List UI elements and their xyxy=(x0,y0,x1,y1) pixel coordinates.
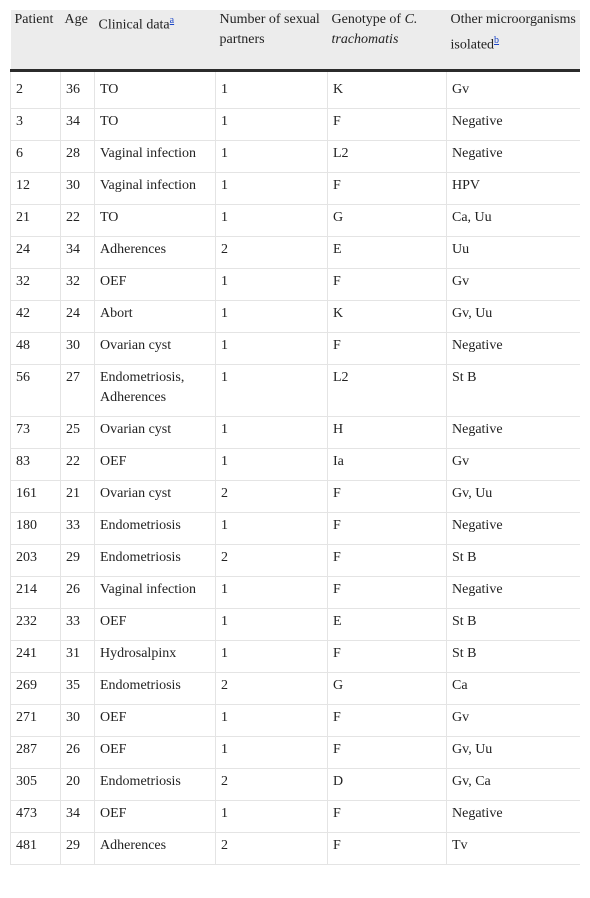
cell-age: 29 xyxy=(61,833,95,865)
cell-clinical: TO xyxy=(95,205,216,237)
cell-patient: 73 xyxy=(11,417,61,449)
cell-genotype: F xyxy=(328,705,447,737)
table-row xyxy=(11,609,581,641)
cell-partners: 1 xyxy=(216,705,328,737)
table-row xyxy=(11,109,581,141)
table-row xyxy=(11,801,581,833)
cell-clinical: Endometriosis xyxy=(95,545,216,577)
cell-partners: 1 xyxy=(216,365,328,417)
cell-age: 26 xyxy=(61,577,95,609)
cell-genotype: F xyxy=(328,481,447,513)
cell-genotype: F xyxy=(328,333,447,365)
cell-genotype: F xyxy=(328,109,447,141)
cell-genotype: Ia xyxy=(328,449,447,481)
cell-clinical: Endometriosis xyxy=(95,769,216,801)
cell-other: Gv, Ca xyxy=(447,769,581,801)
cell-genotype: H xyxy=(328,417,447,449)
cell-patient: 161 xyxy=(11,481,61,513)
cell-age: 34 xyxy=(61,109,95,141)
cell-age: 26 xyxy=(61,737,95,769)
cell-genotype: F xyxy=(328,737,447,769)
cell-patient: 6 xyxy=(11,141,61,173)
cell-partners: 1 xyxy=(216,417,328,449)
cell-partners: 1 xyxy=(216,513,328,545)
cell-other: Negative xyxy=(447,333,581,365)
cell-clinical: OEF xyxy=(95,705,216,737)
cell-patient: 48 xyxy=(11,333,61,365)
table-row xyxy=(11,577,581,609)
table-row xyxy=(11,173,581,205)
cell-patient: 2 xyxy=(11,71,61,109)
table-row xyxy=(11,71,581,109)
cell-other: Negative xyxy=(447,109,581,141)
cell-other: Negative xyxy=(447,577,581,609)
cell-other: Gv xyxy=(447,71,581,109)
cell-other: Gv, Uu xyxy=(447,481,581,513)
cell-partners: 2 xyxy=(216,545,328,577)
cell-genotype: L2 xyxy=(328,141,447,173)
cell-other: Gv xyxy=(447,449,581,481)
cell-patient: 232 xyxy=(11,609,61,641)
footnote-b-link[interactable]: b xyxy=(494,35,500,46)
cell-age: 32 xyxy=(61,269,95,301)
cell-patient: 21 xyxy=(11,205,61,237)
cell-partners: 1 xyxy=(216,173,328,205)
cell-other: Uu xyxy=(447,237,581,269)
table-row xyxy=(11,737,581,769)
cell-genotype: F xyxy=(328,545,447,577)
cell-other: Negative xyxy=(447,513,581,545)
table-row xyxy=(11,141,581,173)
cell-patient: 24 xyxy=(11,237,61,269)
cell-partners: 1 xyxy=(216,801,328,833)
cell-partners: 1 xyxy=(216,737,328,769)
cell-clinical: Vaginal infection xyxy=(95,141,216,173)
cell-clinical: Adherences xyxy=(95,237,216,269)
cell-partners: 1 xyxy=(216,141,328,173)
cell-genotype: F xyxy=(328,801,447,833)
cell-partners: 2 xyxy=(216,673,328,705)
cell-partners: 1 xyxy=(216,269,328,301)
cell-patient: 241 xyxy=(11,641,61,673)
cell-patient: 481 xyxy=(11,833,61,865)
table-row xyxy=(11,365,581,417)
cell-other: Ca, Uu xyxy=(447,205,581,237)
cell-partners: 2 xyxy=(216,481,328,513)
cell-clinical: Ovarian cyst xyxy=(95,481,216,513)
cell-age: 28 xyxy=(61,141,95,173)
cell-age: 25 xyxy=(61,417,95,449)
cell-other: Tv xyxy=(447,833,581,865)
cell-age: 30 xyxy=(61,705,95,737)
cell-clinical: Endometriosis, Adherences xyxy=(95,365,216,417)
cell-other: Negative xyxy=(447,801,581,833)
cell-clinical: OEF xyxy=(95,449,216,481)
table-row xyxy=(11,833,581,865)
genotype-species: C. trachomatis xyxy=(331,12,418,47)
table-row xyxy=(11,769,581,801)
cell-patient: 305 xyxy=(11,769,61,801)
cell-other: Negative xyxy=(447,417,581,449)
cell-patient: 42 xyxy=(11,301,61,333)
cell-patient: 3 xyxy=(11,109,61,141)
cell-patient: 32 xyxy=(11,269,61,301)
cell-clinical: Hydrosalpinx xyxy=(95,641,216,673)
cell-age: 34 xyxy=(61,801,95,833)
cell-patient: 12 xyxy=(11,173,61,205)
cell-genotype: G xyxy=(328,673,447,705)
cell-partners: 1 xyxy=(216,609,328,641)
cell-genotype: E xyxy=(328,609,447,641)
cell-partners: 1 xyxy=(216,333,328,365)
cell-clinical: OEF xyxy=(95,269,216,301)
cell-partners: 1 xyxy=(216,577,328,609)
cell-other: St B xyxy=(447,365,581,417)
table-row xyxy=(11,237,581,269)
cell-other: Gv xyxy=(447,269,581,301)
table-row xyxy=(11,333,581,365)
cell-age: 36 xyxy=(61,71,95,109)
cell-genotype: K xyxy=(328,301,447,333)
cell-other: Gv, Uu xyxy=(447,301,581,333)
table-row xyxy=(11,641,581,673)
cell-other: HPV xyxy=(447,173,581,205)
cell-genotype: F xyxy=(328,173,447,205)
patients-table xyxy=(10,10,580,865)
cell-clinical: OEF xyxy=(95,737,216,769)
table-row xyxy=(11,417,581,449)
cell-age: 30 xyxy=(61,333,95,365)
table-row xyxy=(11,673,581,705)
cell-age: 33 xyxy=(61,609,95,641)
header-row xyxy=(11,10,581,71)
header-patient: Patient xyxy=(11,10,61,71)
cell-clinical: Endometriosis xyxy=(95,513,216,545)
cell-patient: 180 xyxy=(11,513,61,545)
cell-other: St B xyxy=(447,545,581,577)
cell-clinical: Abort xyxy=(95,301,216,333)
table-row xyxy=(11,545,581,577)
cell-patient: 83 xyxy=(11,449,61,481)
cell-partners: 1 xyxy=(216,641,328,673)
table-header xyxy=(11,10,581,71)
cell-partners: 2 xyxy=(216,833,328,865)
header-sexual-partners: Number of sexual partners xyxy=(216,10,328,71)
cell-age: 20 xyxy=(61,769,95,801)
cell-genotype: F xyxy=(328,577,447,609)
cell-patient: 287 xyxy=(11,737,61,769)
cell-patient: 473 xyxy=(11,801,61,833)
cell-other: St B xyxy=(447,609,581,641)
cell-genotype: F xyxy=(328,269,447,301)
table-row xyxy=(11,449,581,481)
cell-clinical: OEF xyxy=(95,801,216,833)
cell-clinical: TO xyxy=(95,71,216,109)
header-age: Age xyxy=(61,10,95,71)
cell-other: Gv xyxy=(447,705,581,737)
cell-patient: 56 xyxy=(11,365,61,417)
cell-other: Ca xyxy=(447,673,581,705)
cell-genotype: F xyxy=(328,513,447,545)
cell-age: 33 xyxy=(61,513,95,545)
cell-age: 22 xyxy=(61,205,95,237)
cell-clinical: TO xyxy=(95,109,216,141)
footnote-a-link[interactable]: a xyxy=(169,15,175,26)
cell-age: 27 xyxy=(61,365,95,417)
table-row xyxy=(11,513,581,545)
table-row xyxy=(11,481,581,513)
header-other-microorganisms: Other microorganisms isolated$^b$ xyxy=(447,10,581,71)
cell-age: 30 xyxy=(61,173,95,205)
cell-patient: 271 xyxy=(11,705,61,737)
cell-partners: 1 xyxy=(216,109,328,141)
table-row xyxy=(11,705,581,737)
cell-clinical: Adherences xyxy=(95,833,216,865)
cell-clinical: Vaginal infection xyxy=(95,577,216,609)
cell-genotype: K xyxy=(328,71,447,109)
cell-age: 34 xyxy=(61,237,95,269)
cell-partners: 1 xyxy=(216,71,328,109)
cell-partners: 1 xyxy=(216,449,328,481)
cell-partners: 1 xyxy=(216,301,328,333)
table-container xyxy=(10,10,580,888)
cell-other: Negative xyxy=(447,141,581,173)
table-row xyxy=(11,205,581,237)
cell-genotype: F xyxy=(328,641,447,673)
cell-genotype: D xyxy=(328,769,447,801)
table-row xyxy=(11,269,581,301)
cell-other: Gv, Uu xyxy=(447,737,581,769)
cell-age: 29 xyxy=(61,545,95,577)
cell-partners: 2 xyxy=(216,769,328,801)
cell-patient: 214 xyxy=(11,577,61,609)
cell-age: 22 xyxy=(61,449,95,481)
cell-genotype: F xyxy=(328,833,447,865)
cell-partners: 2 xyxy=(216,237,328,269)
cell-genotype: E xyxy=(328,237,447,269)
cell-clinical: Ovarian cyst xyxy=(95,333,216,365)
table-row xyxy=(11,301,581,333)
cell-clinical: OEF xyxy=(95,609,216,641)
cell-age: 31 xyxy=(61,641,95,673)
header-clinical-data: Clinical data$^a$ xyxy=(95,10,216,71)
header-genotype: Genotype of C. trachomatis xyxy=(328,10,447,71)
cell-patient: 269 xyxy=(11,673,61,705)
cell-clinical: Vaginal infection xyxy=(95,173,216,205)
cell-patient: 203 xyxy=(11,545,61,577)
cell-partners: 1 xyxy=(216,205,328,237)
cell-age: 35 xyxy=(61,673,95,705)
cell-age: 21 xyxy=(61,481,95,513)
cell-clinical: Endometriosis xyxy=(95,673,216,705)
cell-clinical: Ovarian cyst xyxy=(95,417,216,449)
cell-other: St B xyxy=(447,641,581,673)
cell-genotype: G xyxy=(328,205,447,237)
cell-age: 24 xyxy=(61,301,95,333)
table-body xyxy=(11,71,581,865)
cell-genotype: L2 xyxy=(328,365,447,417)
